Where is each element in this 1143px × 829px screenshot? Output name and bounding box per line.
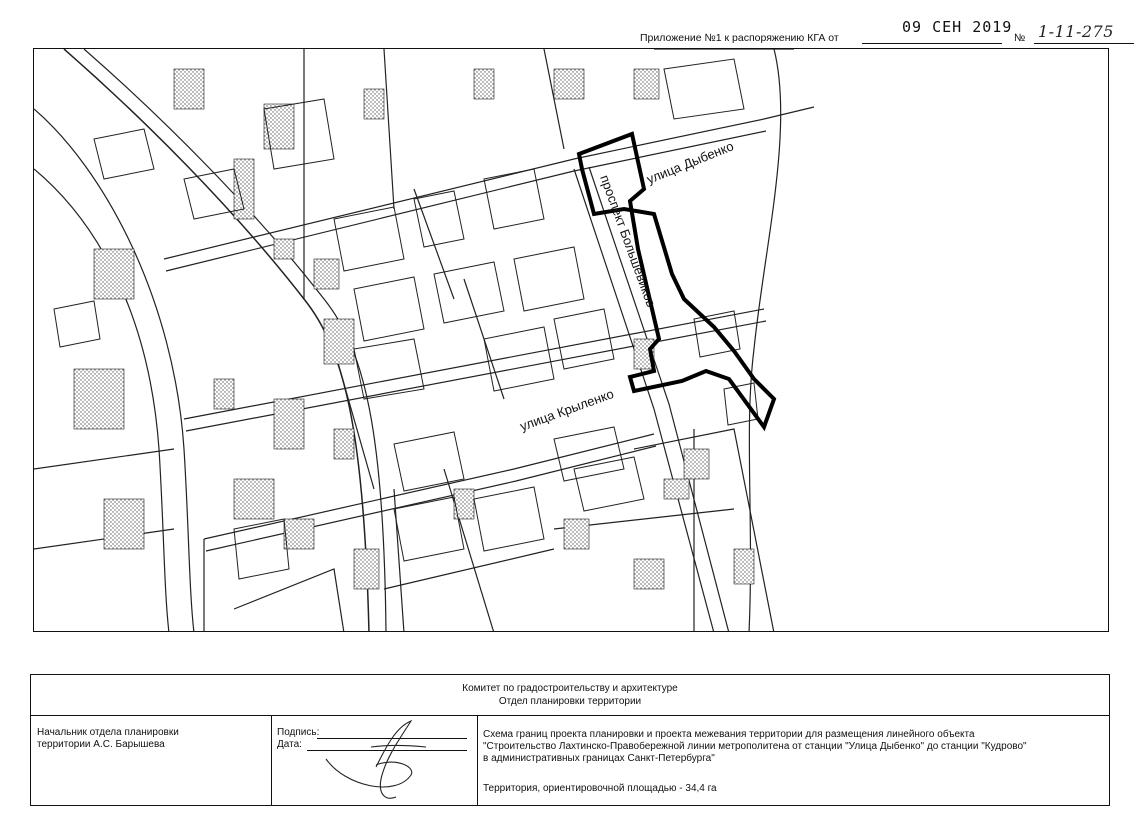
head-title-line2: территории А.С. Барышева [37,739,165,750]
appendix-label: Приложение №1 к распоряжению КГА от [640,32,839,44]
date-stamp: 09 СЕН 2019 [902,18,1013,36]
committee-header [31,675,1109,716]
signature-label: Подпись: [277,727,320,738]
committee-name: Комитет по градостроительству и архитектуре [462,683,678,694]
handwritten-signature [316,717,436,803]
city-map [34,49,1109,632]
scheme-line2: "Строительство Лахтинско-Правобережной линии метрополитена от станции "Улица Дыбенко" до станции "Кудрово" [483,741,1027,752]
scheme-line1: Схема границ проекта планировки и проекта межевания территории для размещения линейного объекта [483,729,975,740]
department-name: Отдел планировки территории [498,696,642,707]
number-label: № [1014,32,1026,44]
title-block [30,674,1110,806]
description-cell [477,715,1107,805]
appendix-header [640,18,1130,46]
signature-cell [271,715,478,805]
head-title-line1: Начальник отдела планировки [37,727,179,738]
map-frame [33,48,1109,632]
street-label-dybenko: улица Дыбенко [644,138,736,187]
scheme-description [483,729,1103,765]
head-cell [31,715,272,805]
area-text: Территория, ориентировочной площадью - 34,4 га [483,783,717,794]
scheme-line3: в административных границах Санкт-Петербурга" [483,753,715,764]
date-label: Дата: [277,739,302,750]
street-label-bolshevikov: проспект Большевиков [597,172,659,309]
street-label-krylenko: улица Крыленко [517,386,616,434]
number-underline [1034,43,1134,44]
building-blocks [74,69,754,589]
date-underline [862,43,1002,44]
document-number: 1-11-275 [1038,22,1114,41]
head-title [37,727,267,751]
